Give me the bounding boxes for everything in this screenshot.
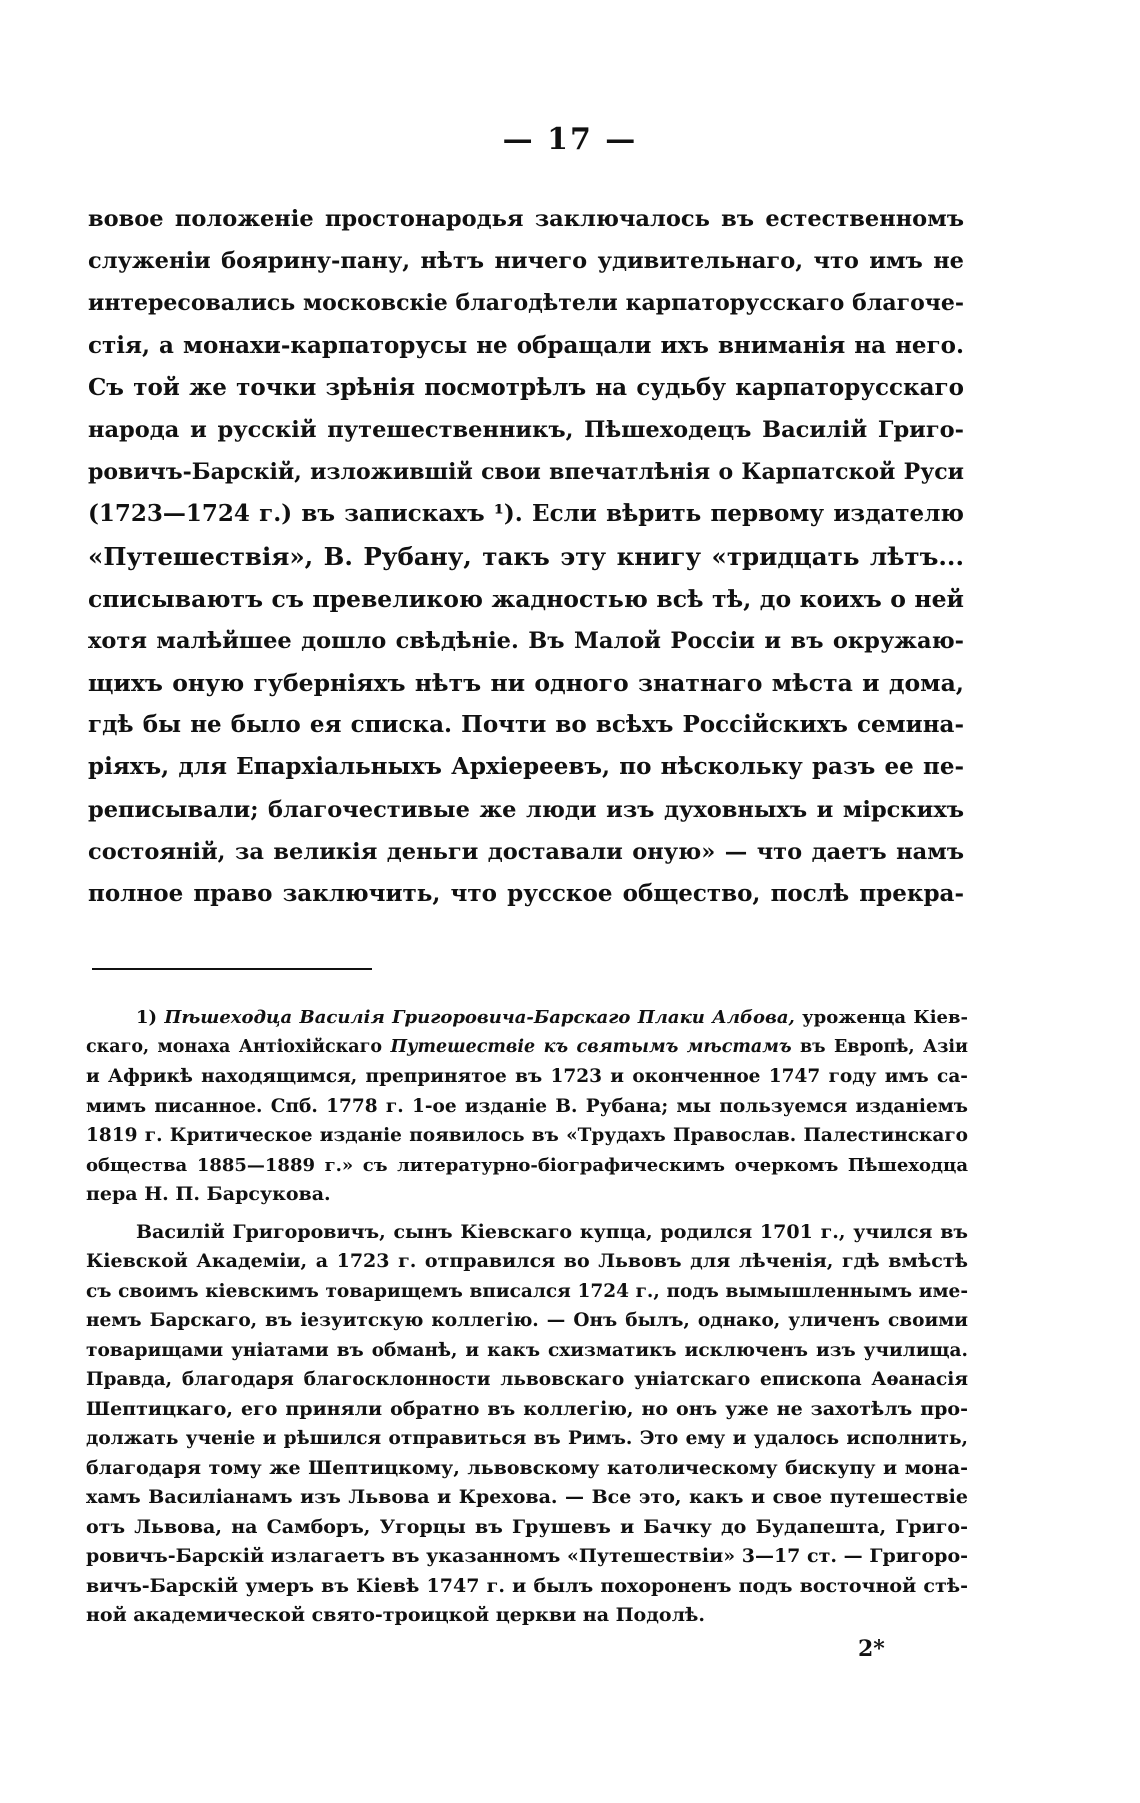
text-line: реписывали; благочестивые же люди изъ духовныхъ и мірскихъ <box>88 796 964 823</box>
footnote-1 <box>86 1003 968 1210</box>
text-line: стія, а монахи-карпаторусы не обращали ихъ вниманія на него. <box>88 331 964 359</box>
footnote-marker: 1) <box>136 1007 158 1028</box>
text-line: состояній, за великія деньги доставали оную» — что даетъ намъ <box>88 838 964 865</box>
footnote-line: Шептицкаго, его приняли обратно въ коллегію, но онъ уже не захотѣлъ про- <box>86 1397 968 1420</box>
text-line: «Путешествія», В. Рубану, такъ эту книгу «тридцать лѣтъ... <box>88 541 964 571</box>
footnote-line: 1819 г. Критическое изданіе появилось въ «Трудахъ Православ. Палестинскаго <box>86 1125 968 1146</box>
footnote-line: съ своимъ кіевскимъ товарищемъ вписался 1724 г., подъ вымышленнымъ име- <box>86 1280 968 1302</box>
text-line: ріяхъ, для Епархіальныхъ Архіереевъ, по нѣскольку разъ ее пе- <box>88 753 964 781</box>
footnote-line: товарищами уніатами въ обманѣ, и какъ схизматикъ исключенъ изъ училища. <box>86 1339 968 1361</box>
footnote-line <box>86 1033 968 1063</box>
footnote-line: отъ Львова, на Самборъ, Угорцы въ Грушевъ и Бачку до Будапешта, Григо- <box>86 1515 968 1538</box>
text-line: щихъ оную губерніяхъ нѣтъ ни одного знатнаго мѣста и дома, <box>88 669 964 698</box>
footnotes <box>86 1003 968 1631</box>
text-line: вовое положеніе простонародья заключалось въ естественномъ <box>88 206 964 232</box>
footnote-line <box>86 1003 968 1033</box>
text-line: хотя малѣйшее дошло свѣдѣніе. Въ Малой Россіи и въ окружаю- <box>88 627 964 654</box>
footnote-text: въ Европѣ, Азіи <box>799 1036 969 1057</box>
footnote-text: скаго, монаха Антіохійскаго <box>86 1036 383 1057</box>
footnote-line: вичъ-Барскій умеръ въ Кіевѣ 1747 г. и былъ похороненъ подъ восточной стѣ- <box>86 1574 968 1597</box>
text-line: народа и русскій путешественникъ, Пѣшеходецъ Василій Григо- <box>88 416 964 443</box>
footnote-text: уроженца Кіев- <box>802 1007 968 1028</box>
footnote-divider <box>92 968 372 970</box>
footnote-line: пера Н. П. Барсукова. <box>86 1183 331 1205</box>
footnote-line: хамъ Василіанамъ изъ Львова и Крехова. — Все это, какъ и свое путешествіе <box>86 1486 968 1508</box>
footnote-line: общества 1885—1889 г.» съ литературно-біографическимъ очеркомъ Пѣшеходца <box>86 1154 968 1176</box>
text-line: служеніи боярину-пану, нѣтъ ничего удивительнаго, что имъ не <box>88 248 964 275</box>
footnote-title: Пѣшеходца Василія Григоровича-Барскаго Плаки Албова, <box>164 1007 795 1028</box>
text-line: ровичъ-Барскій, изложившій свои впечатлѣнія о Карпатской Руси <box>88 459 964 486</box>
page-number: — 17 — <box>502 122 638 157</box>
text-line: интересовались московскіе благодѣтели карпаторусскаго благоче- <box>88 290 964 317</box>
footnote-line: мимъ писанное. Спб. 1778 г. 1-ое изданіе В. Рубана; мы пользуемся изданіемъ <box>86 1095 968 1117</box>
text-line: (1723—1724 г.) въ запискахъ ¹). Если вѣрить первому издателю <box>88 500 964 528</box>
text-line: списываютъ съ превеликою жадностью всѣ тѣ, до коихъ о ней <box>88 584 964 613</box>
text-line: полное право заключить, что русское общество, послѣ прекра- <box>88 880 964 907</box>
main-text <box>88 198 964 915</box>
footnote-line: Правда, благодаря благосклонности львовскаго уніатскаго епископа Аѳанасія <box>86 1369 968 1390</box>
footnote-line: благодаря тому же Шептицкому, львовскому католическому бискупу и мона- <box>86 1456 968 1479</box>
footnote-line: должать ученіе и рѣшился отправиться въ Римъ. Это ему и удалось исполнить, <box>86 1428 968 1449</box>
footnote-line: и Африкѣ находящимся, препринятое въ 1723 и оконченное 1747 году имъ са- <box>86 1066 968 1087</box>
footnote-line: Кіевской Академіи, а 1723 г. отправился во Львовъ для лѣченія, гдѣ вмѣстѣ <box>86 1250 968 1272</box>
footnote-book-title: Путешествіе къ святымъ мѣстамъ <box>390 1036 792 1057</box>
footnote-line: Василій Григоровичъ, сынъ Кіевскаго купца, родился 1701 г., учился въ <box>136 1220 968 1243</box>
signature-mark: 2* <box>858 1636 885 1662</box>
footnote-line: ровичъ-Барскій излагаетъ въ указанномъ «Путешествіи» 3—17 ст. — Григоро- <box>86 1545 968 1567</box>
footnote-line: ной академической свято-троицкой церкви на Подолѣ. <box>86 1604 705 1626</box>
text-line: гдѣ бы не было ея списка. Почти во всѣхъ Россійскихъ семина- <box>88 711 964 739</box>
text-line: Съ той же точки зрѣнія посмотрѣлъ на судьбу карпаторусскаго <box>88 373 964 401</box>
footnote-2 <box>86 1218 968 1631</box>
footnote-line: немъ Барскаго, въ іезуитскую коллегію. — Онъ былъ, однако, уличенъ своими <box>86 1310 968 1331</box>
